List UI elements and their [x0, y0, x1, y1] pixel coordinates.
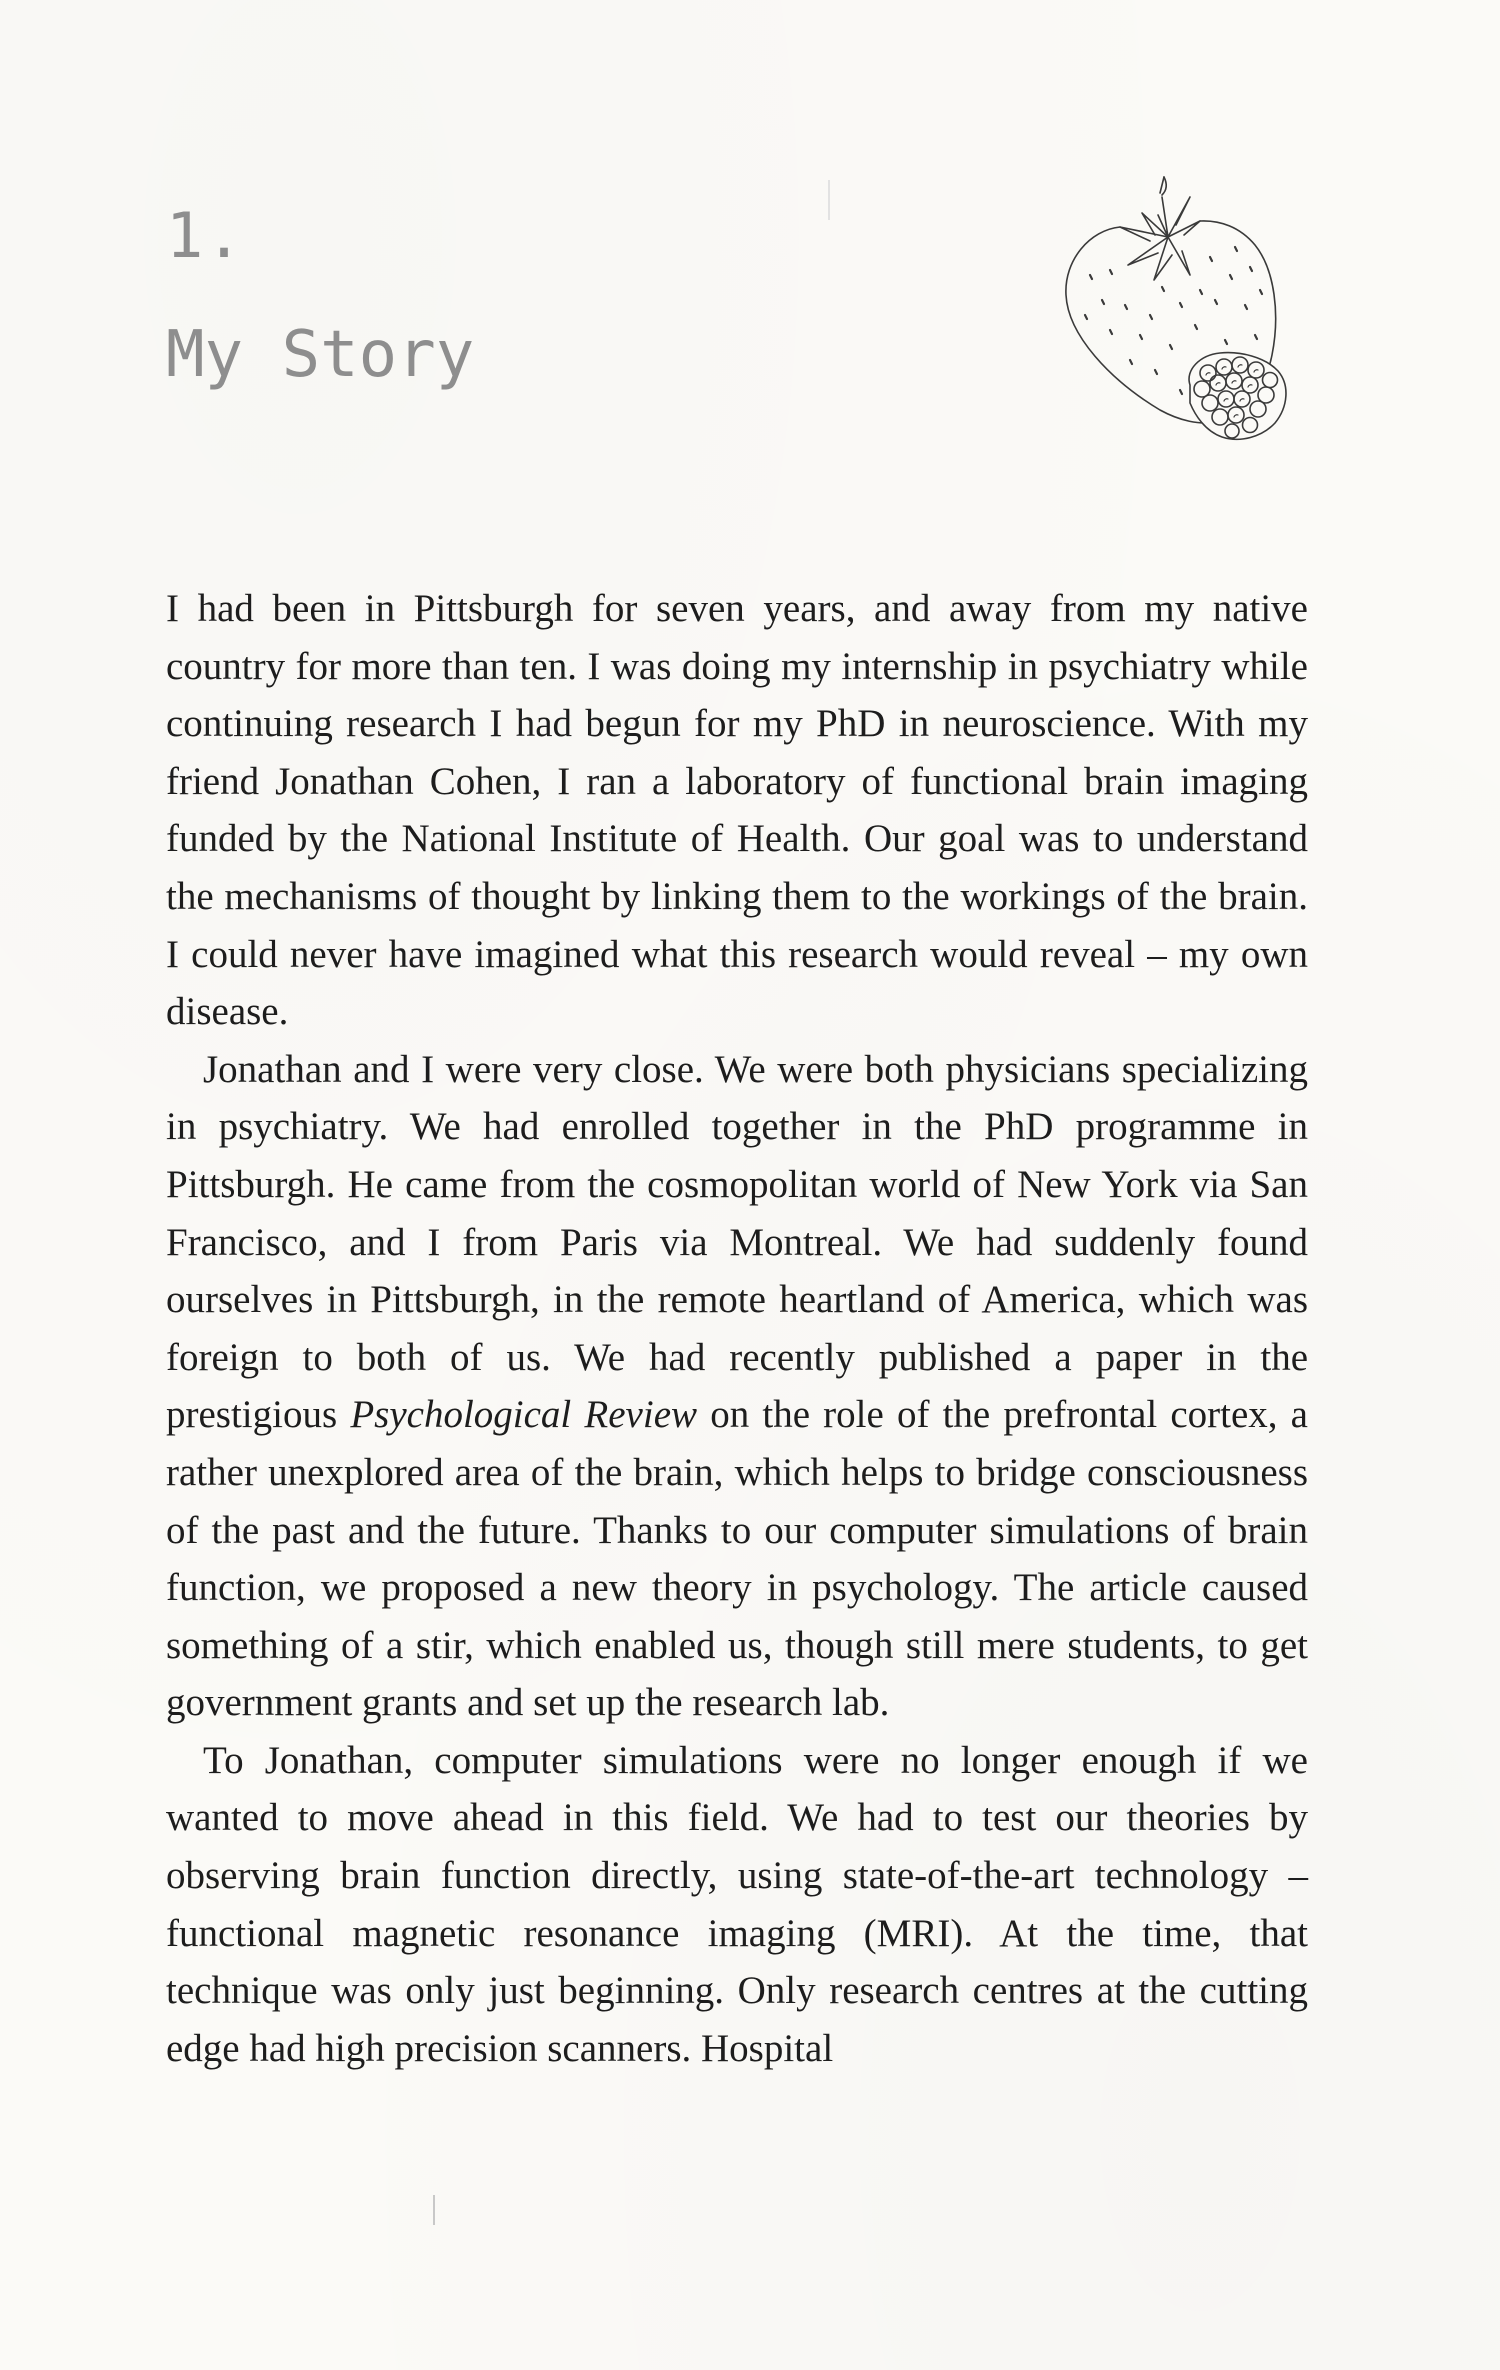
paragraph-text: on the role of the prefrontal cortex, a rather unexplored area of the brain, which helps to bridge consciousness of the past and the future. Thanks to our computer simulations of brain function, we proposed a new theory in psychology. The article caused something of a stir, which enabled us, though still mere students, to get government grants and set up the research lab.	[166, 1393, 1308, 1725]
scan-mark	[433, 2195, 435, 2225]
paragraph	[166, 580, 1308, 1041]
paragraph	[166, 1732, 1308, 2078]
paragraph	[166, 1041, 1308, 1732]
journal-title: Psychological Review	[350, 1393, 698, 1437]
chapter-title: My Story	[166, 318, 475, 392]
paragraph-text: To Jonathan, computer simulations were no longer enough if we wanted to move ahead in this field. We had to test our theories by observing brain function directly, using state-of-the-art technology – functional magnetic resonance imaging (MRI). At the time, that technique was only just beginning. Only research centres at the cutting edge had high precision scanners. Hospital	[166, 1738, 1308, 2070]
chapter-body-text	[166, 580, 1308, 2077]
chapter-number: 1.	[166, 199, 245, 272]
strawberry-icon	[1050, 175, 1320, 475]
paragraph-text: Jonathan and I were very close. We were both physicians specializing in psychiatry. We had enrolled together in the PhD programme in Pittsburgh. He came from the cosmopolitan world of New York via San Francisco, and I from Paris via Montreal. We had suddenly found ourselves in Pittsburgh, in the remote heartland of America, which was foreign to both of us. We had recently published a paper in the prestigious	[166, 1047, 1308, 1437]
scan-mark	[828, 180, 830, 220]
paragraph-text: I had been in Pittsburgh for seven years, and away from my native country for more than ten. I was doing my internship in psychiatry while continuing research I had begun for my PhD in neuroscience. With my friend Jonathan Cohen, I ran a laboratory of functional brain imaging funded by the National Institute of Health. Our goal was to understand the mechanisms of thought by linking them to the workings of the brain. I could never have imagined what this research would reveal – my own disease.	[166, 587, 1308, 1034]
